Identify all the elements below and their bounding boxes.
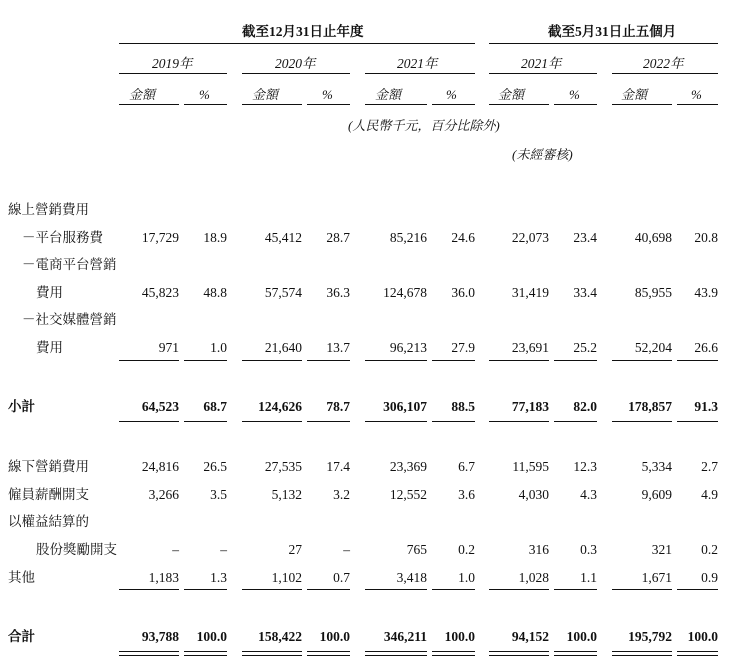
table-cell: – bbox=[343, 542, 350, 557]
table-cell: 1.0 bbox=[210, 340, 227, 355]
single-underline bbox=[489, 360, 549, 361]
table-cell: 24.6 bbox=[451, 230, 475, 245]
table-cell: 1,028 bbox=[518, 570, 549, 585]
table-cell: 100.0 bbox=[687, 629, 718, 644]
subheader-rule-2019-amount bbox=[119, 104, 179, 105]
single-underline bbox=[184, 589, 227, 590]
table-cell: 0.7 bbox=[333, 570, 350, 585]
year-header-2021: 2021年 bbox=[397, 56, 438, 71]
subheader-amount-2022-5m: 金額 bbox=[621, 87, 648, 102]
row-label: 股份獎勵開支 bbox=[36, 542, 117, 557]
single-underline bbox=[612, 421, 672, 422]
table-cell: 57,574 bbox=[264, 285, 302, 300]
table-cell: 24,816 bbox=[141, 459, 179, 474]
single-underline bbox=[612, 589, 672, 590]
double-underline bbox=[489, 651, 549, 656]
single-underline bbox=[432, 360, 475, 361]
table-cell: 93,788 bbox=[141, 629, 179, 644]
subheader-amount-2020: 金額 bbox=[252, 87, 279, 102]
unaudited-note: (未經審核) bbox=[512, 147, 573, 162]
single-underline bbox=[489, 421, 549, 422]
single-underline bbox=[554, 589, 597, 590]
table-cell: 40,698 bbox=[634, 230, 672, 245]
row-label: 費用 bbox=[36, 340, 63, 355]
single-underline bbox=[242, 421, 302, 422]
table-cell: 20.8 bbox=[694, 230, 718, 245]
table-cell: 178,857 bbox=[628, 399, 672, 414]
single-underline bbox=[119, 589, 179, 590]
table-cell: 26.5 bbox=[203, 459, 227, 474]
subheader-amount-2019: 金額 bbox=[129, 87, 156, 102]
table-cell: 33.4 bbox=[573, 285, 597, 300]
table-cell: – bbox=[220, 542, 227, 557]
table-cell: 36.3 bbox=[326, 285, 350, 300]
table-cell: 52,204 bbox=[634, 340, 672, 355]
subheader-pct-2020: % bbox=[322, 87, 333, 102]
table-cell: 13.7 bbox=[326, 340, 350, 355]
table-cell: 22,073 bbox=[511, 230, 549, 245]
table-cell: 17.4 bbox=[326, 459, 350, 474]
single-underline bbox=[119, 421, 179, 422]
table-cell: 27 bbox=[288, 542, 302, 557]
table-cell: 17,729 bbox=[141, 230, 179, 245]
table-cell: 765 bbox=[406, 542, 427, 557]
year-rule-2020 bbox=[242, 73, 350, 74]
table-cell: 0.3 bbox=[580, 542, 597, 557]
single-underline bbox=[612, 360, 672, 361]
single-underline bbox=[489, 589, 549, 590]
table-cell: 68.7 bbox=[203, 399, 227, 414]
double-underline bbox=[554, 651, 597, 656]
table-cell: 18.9 bbox=[203, 230, 227, 245]
table-cell: 1.1 bbox=[580, 570, 597, 585]
table-cell: 1,183 bbox=[148, 570, 179, 585]
table-cell: 12,552 bbox=[389, 487, 427, 502]
subheader-rule-2021-5m-amount bbox=[489, 104, 549, 105]
table-cell: 85,955 bbox=[634, 285, 672, 300]
double-underline bbox=[119, 651, 179, 656]
table-cell: 1,671 bbox=[641, 570, 672, 585]
table-cell: 5,132 bbox=[271, 487, 302, 502]
single-underline bbox=[432, 421, 475, 422]
table-cell: 0.9 bbox=[701, 570, 718, 585]
subheader-pct-2019: % bbox=[199, 87, 210, 102]
header-group-five-months: 截至5月31日止五個月 bbox=[548, 24, 677, 39]
single-underline bbox=[307, 589, 350, 590]
double-underline bbox=[432, 651, 475, 656]
double-underline bbox=[365, 651, 427, 656]
table-cell: 0.2 bbox=[701, 542, 718, 557]
table-cell: 3,266 bbox=[148, 487, 179, 502]
subheader-rule-2022-5m-pct bbox=[677, 104, 718, 105]
table-cell: 100.0 bbox=[196, 629, 227, 644]
subheader-pct-2021: % bbox=[446, 87, 457, 102]
table-cell: 27,535 bbox=[264, 459, 302, 474]
subheader-rule-2020-amount bbox=[242, 104, 302, 105]
single-underline bbox=[432, 589, 475, 590]
row-label-total: 合計 bbox=[8, 629, 35, 644]
table-cell: 96,213 bbox=[389, 340, 427, 355]
subheader-pct-2022-5m: % bbox=[691, 87, 702, 102]
table-cell: – bbox=[172, 542, 179, 557]
header-group-fiscal-year-rule bbox=[119, 43, 475, 44]
table-cell: 100.0 bbox=[319, 629, 350, 644]
table-cell: 346,211 bbox=[383, 629, 427, 644]
table-cell: 45,412 bbox=[264, 230, 302, 245]
row-label: 線下營銷費用 bbox=[8, 459, 89, 474]
double-underline bbox=[677, 651, 718, 656]
table-cell: 94,152 bbox=[511, 629, 549, 644]
year-header-2022-5m: 2022年 bbox=[643, 56, 684, 71]
table-cell: 306,107 bbox=[383, 399, 427, 414]
row-label: －社交媒體營銷 bbox=[22, 312, 117, 327]
table-cell: 4.3 bbox=[580, 487, 597, 502]
year-header-2021-5m: 2021年 bbox=[521, 56, 562, 71]
single-underline bbox=[242, 589, 302, 590]
table-cell: 25.2 bbox=[573, 340, 597, 355]
table-cell: 158,422 bbox=[258, 629, 302, 644]
table-cell: 12.3 bbox=[573, 459, 597, 474]
table-cell: 43.9 bbox=[694, 285, 718, 300]
row-label: 費用 bbox=[36, 285, 63, 300]
table-cell: 3,418 bbox=[396, 570, 427, 585]
table-cell: 9,609 bbox=[641, 487, 672, 502]
table-cell: 11,595 bbox=[512, 459, 549, 474]
row-label: 其他 bbox=[8, 570, 35, 585]
single-underline bbox=[184, 360, 227, 361]
subheader-rule-2019-pct bbox=[184, 104, 227, 105]
table-cell: 4.9 bbox=[701, 487, 718, 502]
subheader-rule-2021-amount bbox=[365, 104, 427, 105]
header-group-five-months-rule bbox=[489, 43, 718, 44]
row-label: －平台服務費 bbox=[22, 230, 103, 245]
single-underline bbox=[554, 360, 597, 361]
header-group-fiscal-year: 截至12月31日止年度 bbox=[242, 24, 364, 39]
single-underline bbox=[554, 421, 597, 422]
table-cell: 195,792 bbox=[628, 629, 672, 644]
table-cell: 3.6 bbox=[458, 487, 475, 502]
table-cell: 27.9 bbox=[451, 340, 475, 355]
table-cell: 4,030 bbox=[518, 487, 549, 502]
row-label: 僱員薪酬開支 bbox=[8, 487, 89, 502]
subheader-amount-2021: 金額 bbox=[375, 87, 402, 102]
table-cell: 23.4 bbox=[573, 230, 597, 245]
table-cell: 26.6 bbox=[694, 340, 718, 355]
single-underline bbox=[365, 360, 427, 361]
table-cell: 64,523 bbox=[141, 399, 179, 414]
table-cell: 316 bbox=[528, 542, 549, 557]
table-cell: 100.0 bbox=[444, 629, 475, 644]
subheader-rule-2022-5m-amount bbox=[612, 104, 672, 105]
table-cell: 48.8 bbox=[203, 285, 227, 300]
double-underline bbox=[612, 651, 672, 656]
table-cell: 100.0 bbox=[566, 629, 597, 644]
table-cell: 77,183 bbox=[511, 399, 549, 414]
row-label: 以權益結算的 bbox=[8, 514, 89, 529]
table-cell: 124,678 bbox=[383, 285, 427, 300]
single-underline bbox=[677, 360, 718, 361]
subheader-rule-2021-5m-pct bbox=[554, 104, 597, 105]
table-cell: 5,334 bbox=[641, 459, 672, 474]
subheader-pct-2021-5m: % bbox=[569, 87, 580, 102]
double-underline bbox=[184, 651, 227, 656]
table-cell: 45,823 bbox=[141, 285, 179, 300]
table-cell: 2.7 bbox=[701, 459, 718, 474]
double-underline bbox=[242, 651, 302, 656]
single-underline bbox=[242, 360, 302, 361]
year-header-2020: 2020年 bbox=[275, 56, 316, 71]
single-underline bbox=[365, 421, 427, 422]
row-label-subtotal: 小計 bbox=[8, 399, 35, 414]
table-cell: 23,369 bbox=[389, 459, 427, 474]
table-cell: 78.7 bbox=[326, 399, 350, 414]
subheader-amount-2021-5m: 金額 bbox=[498, 87, 525, 102]
subheader-rule-2021-pct bbox=[432, 104, 475, 105]
subheader-rule-2020-pct bbox=[307, 104, 350, 105]
year-rule-2021-5m bbox=[489, 73, 597, 74]
single-underline bbox=[307, 360, 350, 361]
currency-note: (人民幣千元，百分比除外) bbox=[348, 118, 500, 133]
row-label: －電商平台營銷 bbox=[22, 257, 117, 272]
table-cell: 321 bbox=[651, 542, 672, 557]
table-cell: 36.0 bbox=[451, 285, 475, 300]
table-cell: 3.2 bbox=[333, 487, 350, 502]
table-cell: 85,216 bbox=[389, 230, 427, 245]
table-cell: 23,691 bbox=[511, 340, 549, 355]
single-underline bbox=[677, 589, 718, 590]
table-cell: 3.5 bbox=[210, 487, 227, 502]
table-cell: 1.0 bbox=[458, 570, 475, 585]
table-cell: 21,640 bbox=[264, 340, 302, 355]
single-underline bbox=[365, 589, 427, 590]
double-underline bbox=[307, 651, 350, 656]
table-cell: 6.7 bbox=[458, 459, 475, 474]
single-underline bbox=[184, 421, 227, 422]
year-rule-2022-5m bbox=[612, 73, 718, 74]
table-cell: 124,626 bbox=[258, 399, 302, 414]
year-rule-2019 bbox=[119, 73, 227, 74]
table-cell: 971 bbox=[158, 340, 179, 355]
table-cell: 1.3 bbox=[210, 570, 227, 585]
single-underline bbox=[119, 360, 179, 361]
table-cell: 91.3 bbox=[694, 399, 718, 414]
single-underline bbox=[307, 421, 350, 422]
table-cell: 0.2 bbox=[458, 542, 475, 557]
table-cell: 82.0 bbox=[573, 399, 597, 414]
row-label: 線上營銷費用 bbox=[8, 202, 89, 217]
table-cell: 28.7 bbox=[326, 230, 350, 245]
single-underline bbox=[677, 421, 718, 422]
year-rule-2021 bbox=[365, 73, 475, 74]
year-header-2019: 2019年 bbox=[152, 56, 193, 71]
table-cell: 31,419 bbox=[511, 285, 549, 300]
table-cell: 88.5 bbox=[451, 399, 475, 414]
table-cell: 1,102 bbox=[271, 570, 302, 585]
